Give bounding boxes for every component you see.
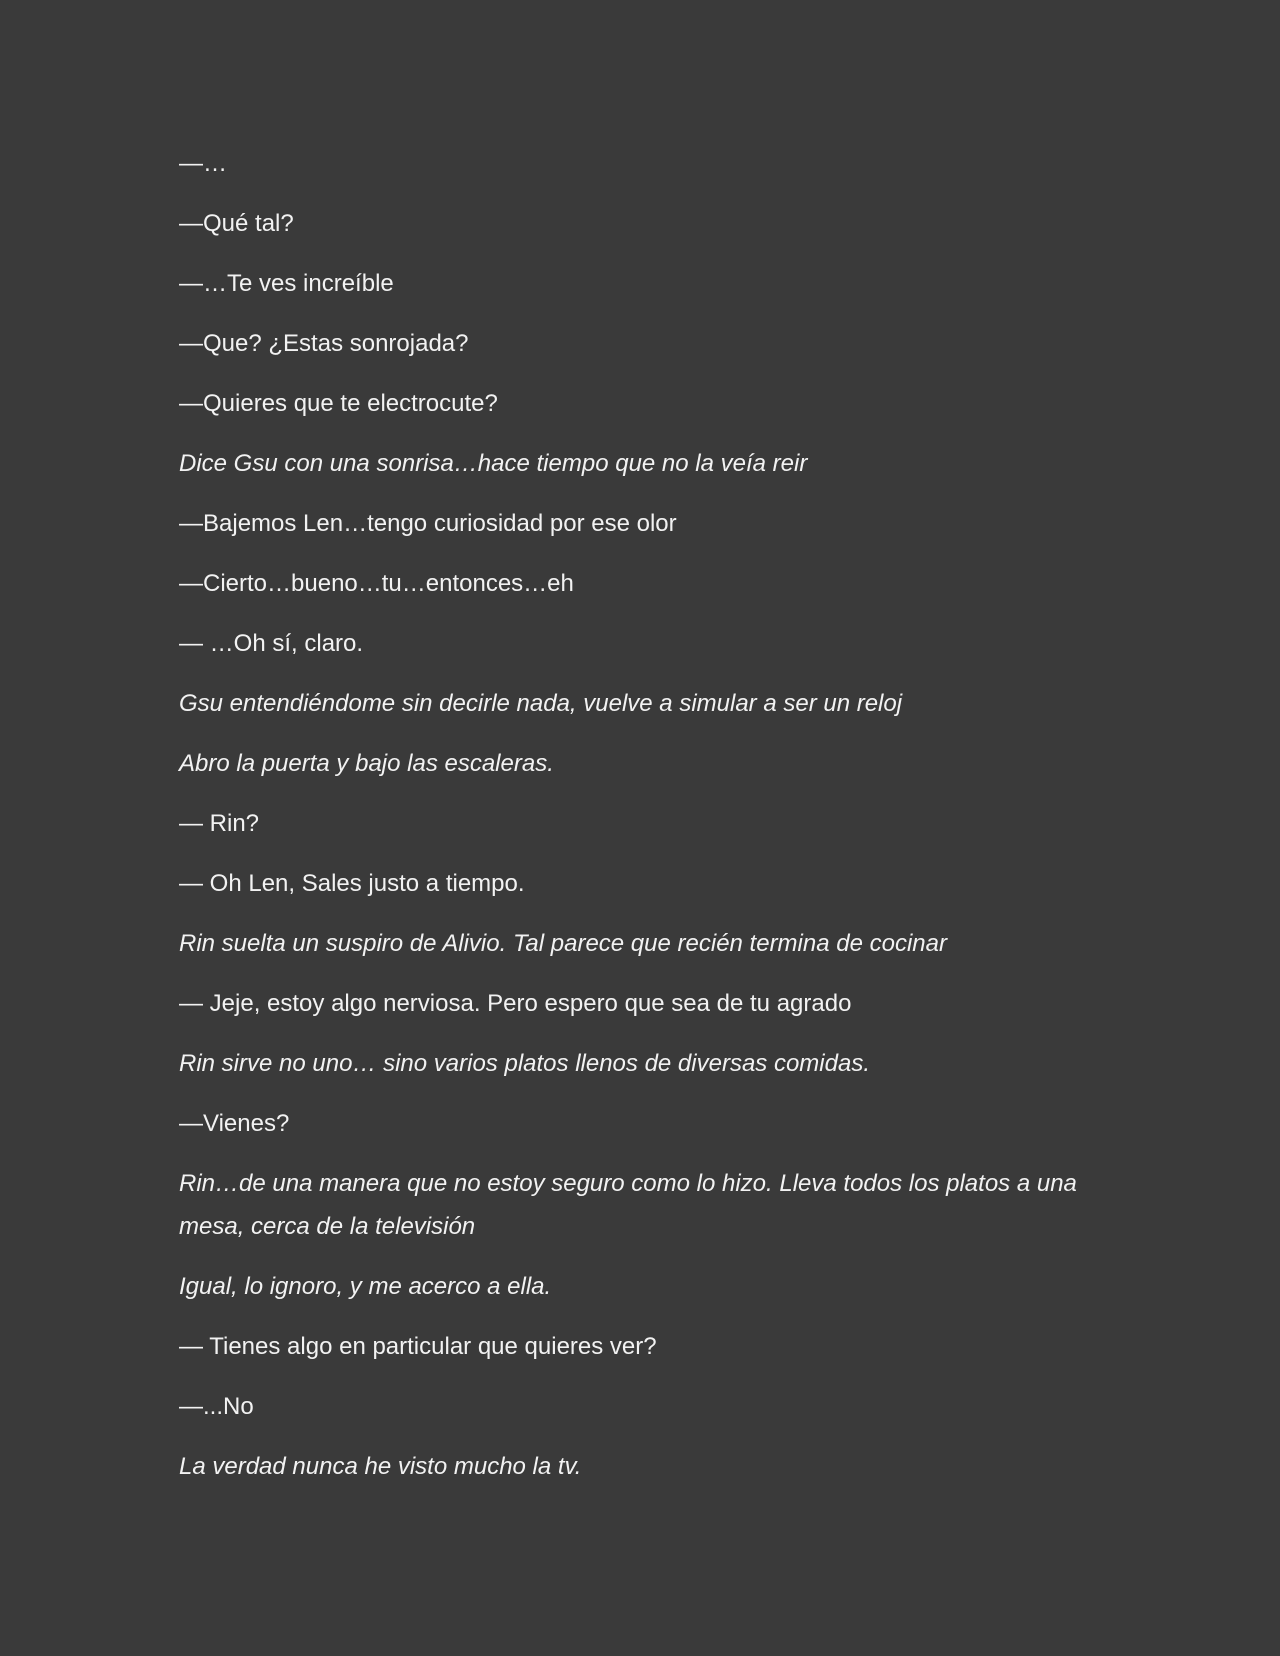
dialogue-line: —Quieres que te electrocute? xyxy=(179,390,498,417)
narration-line: Gsu entendiéndome sin decirle nada, vuelve a simular a ser un reloj xyxy=(179,690,903,717)
narration-line: Rin…de una manera que no estoy seguro como lo hizo. Lleva todos los platos a una mesa, cerca de la televisión xyxy=(179,1170,1077,1240)
dialogue-line: —Bajemos Len…tengo curiosidad por ese olor xyxy=(179,510,677,537)
dialogue-line: —Cierto…bueno…tu…entonces…eh xyxy=(179,570,574,597)
dialogue-line: —… xyxy=(179,150,227,177)
dialogue-line: —…Te ves increíble xyxy=(179,270,394,297)
dialogue-line: — Tienes algo en particular que quieres ver? xyxy=(179,1333,657,1360)
narration-line: Dice Gsu con una sonrisa…hace tiempo que no la veía reir xyxy=(179,450,808,477)
dialogue-line: —Vienes? xyxy=(179,1110,290,1137)
narration-line: La verdad nunca he visto mucho la tv. xyxy=(179,1453,582,1480)
narration-line: Rin suelta un suspiro de Alivio. Tal parece que recién termina de cocinar xyxy=(179,930,947,957)
dialogue-line: — Oh Len, Sales justo a tiempo. xyxy=(179,870,525,897)
dialogue-line: —Que? ¿Estas sonrojada? xyxy=(179,330,469,357)
narration-line: Rin sirve no uno… sino varios platos llenos de diversas comidas. xyxy=(179,1050,870,1077)
document-page xyxy=(179,150,1079,1513)
narration-line: Igual, lo ignoro, y me acerco a ella. xyxy=(179,1273,552,1300)
dialogue-line: — …Oh sí, claro. xyxy=(179,630,364,657)
narration-line: Abro la puerta y bajo las escaleras. xyxy=(179,750,554,777)
dialogue-line: —Qué tal? xyxy=(179,210,294,237)
dialogue-line: — Rin? xyxy=(179,810,260,837)
dialogue-line: — Jeje, estoy algo nerviosa. Pero espero que sea de tu agrado xyxy=(179,990,852,1017)
dialogue-line: —...No xyxy=(179,1393,254,1420)
